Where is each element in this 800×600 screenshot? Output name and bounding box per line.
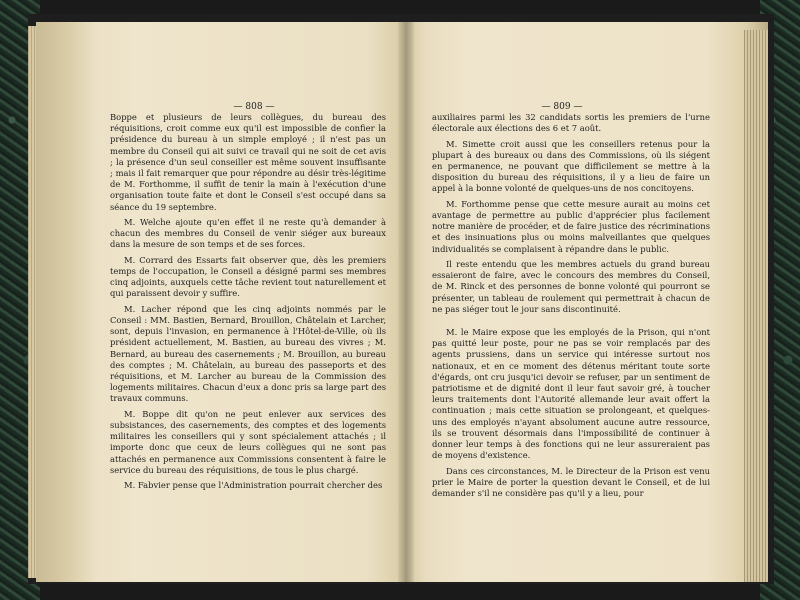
paragraph: Il reste entendu que les membres actuels du grand bureau essaieront de faire, avec le concours des membres du Conseil, de M. Rinck et des personnes de bonne volonté qui pourront se présenter, un tableau de roulement qui permettrait à chacun de ne pas siéger tout le jour sans discontinuité. <box>432 259 710 314</box>
right-page <box>406 22 768 582</box>
paragraph: M. Forthomme pense que cette mesure aurait au moins cet avantage de permettre au public d'apprécier plus facilement notre manière de procéder, et de faire justice des récriminations et des insinuations plus ou moins malveillantes que quelques individualités se complaisent à répandre dans le public. <box>432 198 710 254</box>
page-text <box>432 112 710 503</box>
paragraph: M. Fabvier pense que l'Administration pourrait chercher des <box>124 480 383 491</box>
paragraph: M. Boppe dit qu'on ne peut enlever aux services des subsistances, des casernements, des comptes et des logements militaires les conseillers qui y sont spécialement attachés ; il importe donc que ceux de leurs collègues qui ne sont pas attachés en permanence aux Commissions consentent à faire le service du bureau des réquisitions, de tous le plus chargé. <box>110 408 386 475</box>
paragraph: M. Lacher répond que les cinq adjoints nommés par le Conseil : MM. Bastien, Bernard, Brouillon, Châtelain et Larcher, sont, depuis l'invasion, en permanence à l'Hôtel-de-Ville, où ils président actuellement, M. Bastien, au bureau des vivres ; M. Bernard, au bureau des casernements ; M. Brouillon, au bureau des comptes ; M. Châtelain, au bureau des passeports et des réquisitions, et M. Larcher au bureau de la Commission des logements militaires. Chacun d'eux a donc pris sa large part des travaux communs. <box>110 303 386 404</box>
paragraph: Dans ces circonstances, M. le Directeur de la Prison est venu prier le Maire de porter la question devant le Conseil, et de lui demander s'il ne considère pas qu'il y a lieu, pour <box>432 465 710 499</box>
paragraph: M. Corrard des Essarts fait observer que, dès les premiers temps de l'occupation, le Conseil a désigné parmi ses membres cinq adjoints, auxquels cette tâche revient tout naturellement et qui paraissent devoir y suffire. <box>110 254 386 299</box>
left-page <box>36 22 406 582</box>
paragraph: M. le Maire expose que les employés de la Prison, qui n'ont pas quitté leur poste, pour ne pas se voir remplacés par des agents prussiens, dans un service qui intéresse surtout nos nationaux, et en ce moment des détenus méritant toute sorte d'égards, ont cru jusqu'ici devoir se refuser, par un sentiment de patriotisme et de dignité dont il leur faut savoir gré, à toucher leurs traitements dont l'Autorité allemande leur avait offert la continuation ; mais cette situation se prolongeant, et quelques-uns des employés n'ayant absolument aucune autre ressource, ils se trouvent désormais dans l'impossibilité de continuer à donner leur temps à des fonctions qui ne leur assureraient pas de moyens d'existence. <box>432 327 710 461</box>
page-number: — 809 — <box>541 102 583 112</box>
page-text <box>110 112 386 496</box>
book-gutter <box>398 22 414 582</box>
paragraph: M. Simette croit aussi que les conseillers retenus pour la plupart à des bureaux ou dans des Commissions, où ils siégent en permanence, ne pouvant que difficilement se mettre à la disposition du bureau des réquisitions, il y a lieu de faire un appel à la bonne volonté de quelques-uns de nos concitoyens. <box>432 138 710 194</box>
paragraph: Boppe et plusieurs de leurs collègues, du bureau des réquisitions, croit comme eux qu'il est impossible de confier la présidence du bureau à un simple employé ; il n'est pas un membre du Conseil qui ait suivi ce travail qui ne soit de cet avis ; la présence d'un seul conseiller est même souvent insuffisante ; mais il fait remarquer que pour répondre au désir très-légitime de M. Forthomme, il suffit de tenir la main à l'exécution d'une organisation toute faite et dont le Conseil s'est occupé dans sa séance du 19 septembre. <box>110 112 386 212</box>
open-book <box>28 14 774 584</box>
page-edges-right <box>744 30 768 582</box>
paragraph: auxiliaires parmi les 32 candidats sortis les premiers de l'urne électorale aux élections des 6 et 7 août. <box>432 112 710 134</box>
page-number: — 808 — <box>233 102 275 112</box>
paragraph: M. Welche ajoute qu'en effet il ne reste qu'à demander à chacun des membres du Conseil de venir siéger aux bureaux dans la mesure de son temps et de ses forces. <box>110 217 386 250</box>
